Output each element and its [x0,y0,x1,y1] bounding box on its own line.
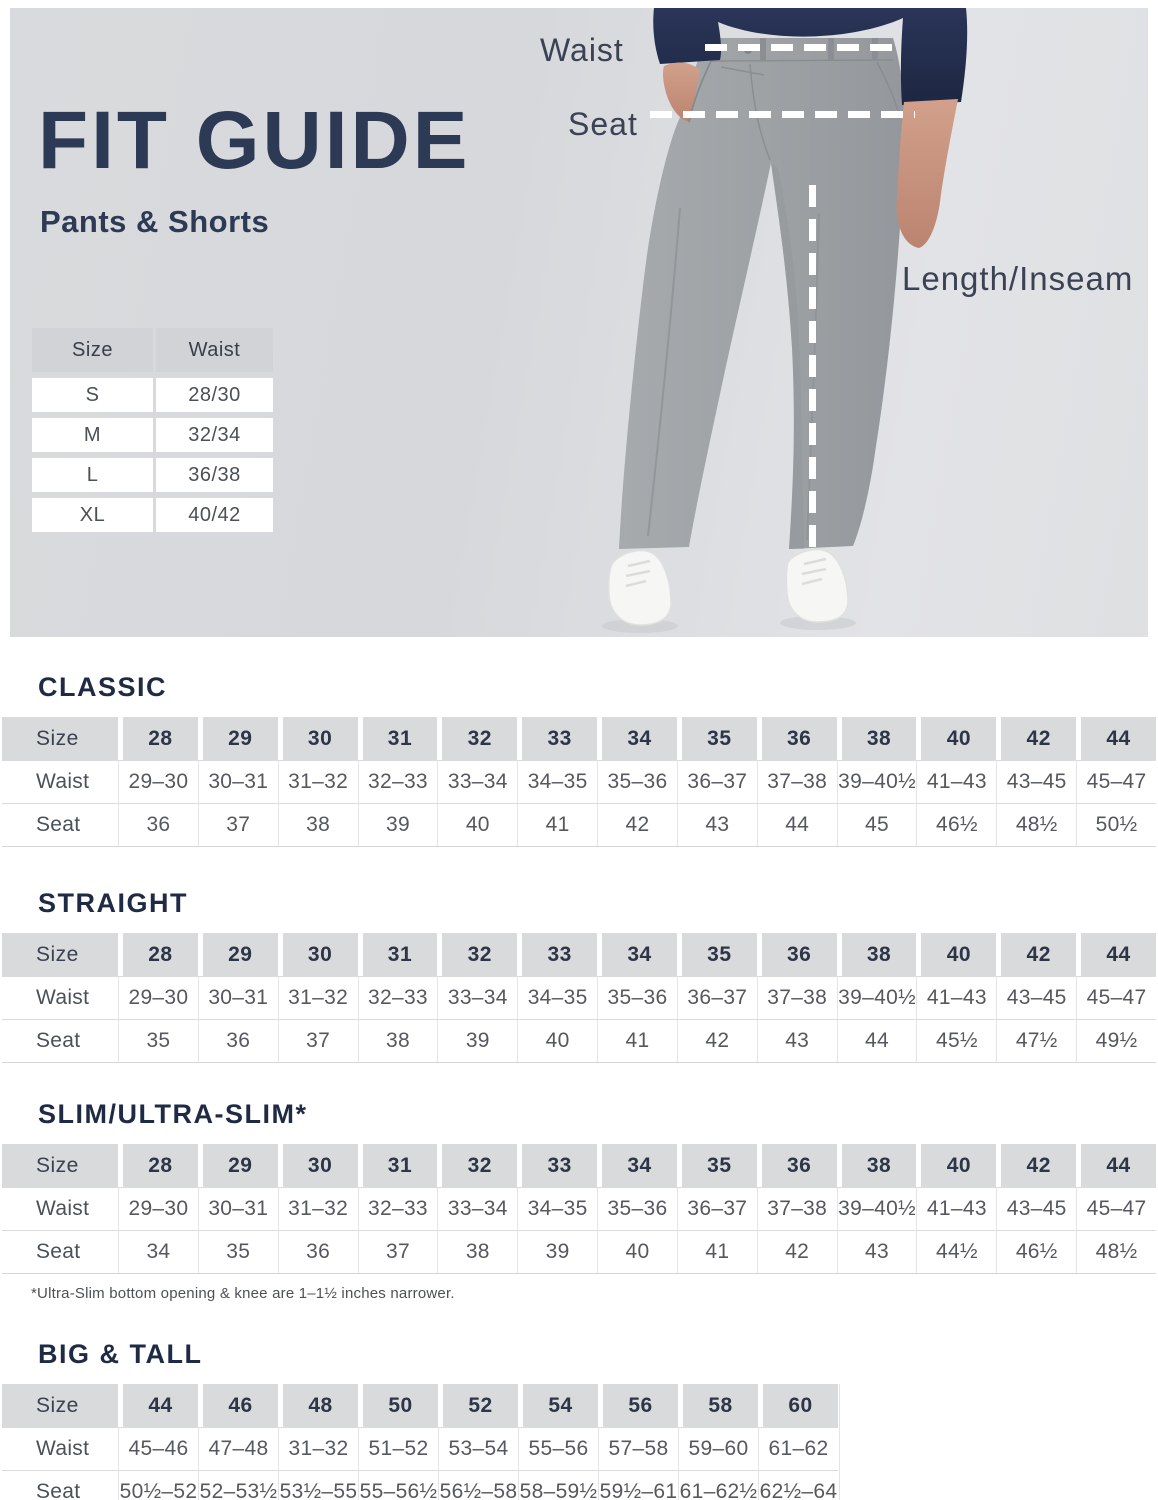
seat-cell: 42 [757,1230,837,1273]
seat-cell: 43 [837,1230,917,1273]
seat-row-label: Seat [2,1470,118,1500]
size-header-cell: 46 [198,1384,278,1427]
waist-cell: 53–54 [438,1427,518,1470]
size-header-cell: 35 [677,1144,757,1187]
left-shoe [609,551,671,625]
size-header-cell: 30 [278,717,358,760]
size-header-cell: 29 [198,717,278,760]
size-header-cell: 60 [758,1384,838,1427]
seat-cell: 59½–61 [598,1470,678,1500]
size-table-waist-cell: 32/34 [156,418,273,452]
seat-cell: 35 [198,1230,278,1273]
size-row-label: Size [2,1144,118,1187]
seat-cell: 43 [677,803,757,846]
seat-cell: 39 [437,1019,517,1062]
waist-cell: 39–40½ [837,976,917,1019]
right-hand [897,99,958,248]
size-row-label: Size [2,933,118,976]
waist-cell: 55–56 [518,1427,598,1470]
waist-cell: 30–31 [198,976,278,1019]
seat-cell: 37 [358,1230,438,1273]
seat-cell: 45½ [916,1019,996,1062]
seat-row-label: Seat [2,803,118,846]
waist-row-label: Waist [2,1427,118,1470]
seat-cell: 55–56½ [358,1470,438,1500]
waist-cell: 29–30 [118,1187,198,1230]
waist-cell: 45–47 [1076,1187,1156,1230]
size-header-cell: 36 [757,717,837,760]
waist-row-label: Waist [2,760,118,803]
seat-cell: 39 [517,1230,597,1273]
size-header-cell: 35 [677,717,757,760]
seat-measure-line [650,111,915,118]
size-header-cell: 33 [517,933,597,976]
size-header-cell: 34 [597,933,677,976]
seat-cell: 36 [118,803,198,846]
size-header-cell: 42 [996,1144,1076,1187]
seat-cell: 38 [358,1019,438,1062]
size-row-label: Size [2,1384,118,1427]
waist-cell: 32–33 [358,976,438,1019]
waist-cell: 47–48 [198,1427,278,1470]
seat-cell: 36 [278,1230,358,1273]
waist-cell: 61–62 [758,1427,838,1470]
seat-cell: 38 [437,1230,517,1273]
seat-cell: 48½ [1076,1230,1156,1273]
seat-cell: 37 [278,1019,358,1062]
seat-cell: 45 [837,803,917,846]
size-header-cell: 44 [1076,933,1156,976]
size-header-cell: 35 [677,933,757,976]
waist-cell: 39–40½ [837,760,917,803]
size-header-cell: 50 [358,1384,438,1427]
size-table-waist-cell: 36/38 [156,458,273,492]
waist-cell: 36–37 [677,760,757,803]
classic-title: CLASSIC [38,672,168,702]
waist-cell: 37–38 [757,1187,837,1230]
ultra-slim-footnote: *Ultra-Slim bottom opening & knee are 1–1½ inches narrower. [31,1285,455,1302]
size-header-cell: 28 [118,933,198,976]
size-header-cell: 36 [757,933,837,976]
size-table-header-cell: Waist [156,328,273,372]
size-header-cell: 52 [438,1384,518,1427]
waist-cell: 41–43 [916,976,996,1019]
seat-cell: 36 [198,1019,278,1062]
waist-cell: 31–32 [278,760,358,803]
seat-cell: 44 [837,1019,917,1062]
size-table-size-cell: XL [32,498,153,532]
seat-cell: 42 [677,1019,757,1062]
waistband-seam [711,60,894,61]
seat-cell: 52–53½ [198,1470,278,1500]
seat-cell: 46½ [916,803,996,846]
seat-cell: 40 [437,803,517,846]
length-inseam-label: Length/Inseam [902,260,1134,297]
big-tall-title: BIG & TALL [38,1339,203,1369]
waist-cell: 32–33 [358,760,438,803]
size-summary-table [32,328,273,532]
seat-cell: 41 [597,1019,677,1062]
size-header-cell: 40 [916,933,996,976]
waist-cell: 35–36 [597,976,677,1019]
seat-cell: 50½–52 [118,1470,198,1500]
section-straight [0,888,1158,1063]
size-table-size-cell: M [32,418,153,452]
waist-cell: 59–60 [678,1427,758,1470]
size-header-cell: 40 [916,717,996,760]
classic-fit-table [2,717,1156,847]
waist-cell: 43–45 [996,1187,1076,1230]
size-table-size-cell: L [32,458,153,492]
seat-cell: 35 [118,1019,198,1062]
size-header-cell: 28 [118,1144,198,1187]
straight-fit-table [2,933,1156,1063]
size-header-cell: 32 [437,933,517,976]
size-header-cell: 29 [198,1144,278,1187]
seat-cell: 34 [118,1230,198,1273]
size-header-cell: 44 [1076,1144,1156,1187]
size-header-cell: 40 [916,1144,996,1187]
size-header-cell: 30 [278,1144,358,1187]
page-title: FIT GUIDE [38,95,471,186]
waist-cell: 34–35 [517,1187,597,1230]
waist-cell: 33–34 [437,1187,517,1230]
seat-label: Seat [568,106,638,142]
seat-cell: 40 [517,1019,597,1062]
size-header-cell: 38 [837,1144,917,1187]
size-table-waist-cell: 28/30 [156,378,273,412]
waist-cell: 37–38 [757,976,837,1019]
waist-cell: 33–34 [437,760,517,803]
seat-row-label: Seat [2,1230,118,1273]
size-table-header-cell: Size [32,328,153,372]
size-header-cell: 33 [517,1144,597,1187]
waist-cell: 45–47 [1076,760,1156,803]
size-header-cell: 44 [118,1384,198,1427]
seat-cell: 38 [278,803,358,846]
section-slim [0,1099,1158,1302]
size-row-label: Size [2,717,118,760]
waist-cell: 57–58 [598,1427,678,1470]
size-header-cell: 34 [597,1144,677,1187]
size-header-cell: 29 [198,933,278,976]
size-header-cell: 31 [358,933,438,976]
waist-cell: 51–52 [358,1427,438,1470]
size-header-cell: 38 [837,933,917,976]
seat-cell: 42 [597,803,677,846]
waist-cell: 31–32 [278,1187,358,1230]
waist-row-label: Waist [2,1187,118,1230]
slim-title: SLIM/ULTRA-SLIM* [38,1099,308,1129]
size-header-cell: 36 [757,1144,837,1187]
slim-fit-table [2,1144,1156,1274]
hero-panel [10,8,1148,637]
waist-cell: 31–32 [278,976,358,1019]
model-photo [590,8,1150,637]
section-big-tall [0,1339,1158,1500]
size-header-cell: 56 [598,1384,678,1427]
hero-wrap [0,0,1158,637]
size-header-cell: 31 [358,1144,438,1187]
section-classic [0,672,1158,847]
waist-cell: 39–40½ [837,1187,917,1230]
seat-cell: 62½–64 [758,1470,838,1500]
waist-cell: 35–36 [597,760,677,803]
seat-cell: 39 [358,803,438,846]
seat-cell: 41 [517,803,597,846]
seat-cell: 49½ [1076,1019,1156,1062]
size-header-cell: 33 [517,717,597,760]
seat-cell: 58–59½ [518,1470,598,1500]
waist-cell: 41–43 [916,1187,996,1230]
waist-cell: 35–36 [597,1187,677,1230]
size-header-cell: 38 [837,717,917,760]
waist-cell: 43–45 [996,760,1076,803]
waist-cell: 32–33 [358,1187,438,1230]
waist-cell: 30–31 [198,1187,278,1230]
size-header-cell: 44 [1076,717,1156,760]
size-header-cell: 58 [678,1384,758,1427]
size-header-cell: 32 [437,1144,517,1187]
seat-cell: 53½–55 [278,1470,358,1500]
waist-cell: 43–45 [996,976,1076,1019]
size-header-cell: 48 [278,1384,358,1427]
waist-cell: 45–47 [1076,976,1156,1019]
waist-cell: 33–34 [437,976,517,1019]
waist-row-label: Waist [2,976,118,1019]
seat-cell: 37 [198,803,278,846]
seat-cell: 40 [597,1230,677,1273]
inseam-measure-line [809,185,816,553]
size-header-cell: 32 [437,717,517,760]
seat-cell: 44 [757,803,837,846]
waist-cell: 41–43 [916,760,996,803]
page-subtitle: Pants & Shorts [40,204,270,239]
waist-label: Waist [540,32,624,68]
seat-cell: 48½ [996,803,1076,846]
seat-cell: 46½ [996,1230,1076,1273]
seat-cell: 47½ [996,1019,1076,1062]
size-header-cell: 42 [996,717,1076,760]
size-header-cell: 28 [118,717,198,760]
seat-cell: 41 [677,1230,757,1273]
waist-cell: 34–35 [517,976,597,1019]
size-header-cell: 31 [358,717,438,760]
seat-row-label: Seat [2,1019,118,1062]
seat-cell: 56½–58 [438,1470,518,1500]
seat-cell: 61–62½ [678,1470,758,1500]
waist-cell: 29–30 [118,976,198,1019]
waist-cell: 37–38 [757,760,837,803]
big-tall-fit-table [2,1384,840,1500]
waist-cell: 30–31 [198,760,278,803]
size-header-cell: 34 [597,717,677,760]
waist-cell: 36–37 [677,976,757,1019]
seat-cell: 50½ [1076,803,1156,846]
straight-title: STRAIGHT [38,888,188,918]
waist-cell: 29–30 [118,760,198,803]
seat-cell: 43 [757,1019,837,1062]
waist-cell: 34–35 [517,760,597,803]
size-header-cell: 54 [518,1384,598,1427]
waist-cell: 31–32 [278,1427,358,1470]
size-table-waist-cell: 40/42 [156,498,273,532]
seat-cell: 44½ [916,1230,996,1273]
size-header-cell: 30 [278,933,358,976]
waist-cell: 45–46 [118,1427,198,1470]
size-header-cell: 42 [996,933,1076,976]
waist-measure-line [705,44,895,51]
size-table-size-cell: S [32,378,153,412]
waist-cell: 36–37 [677,1187,757,1230]
